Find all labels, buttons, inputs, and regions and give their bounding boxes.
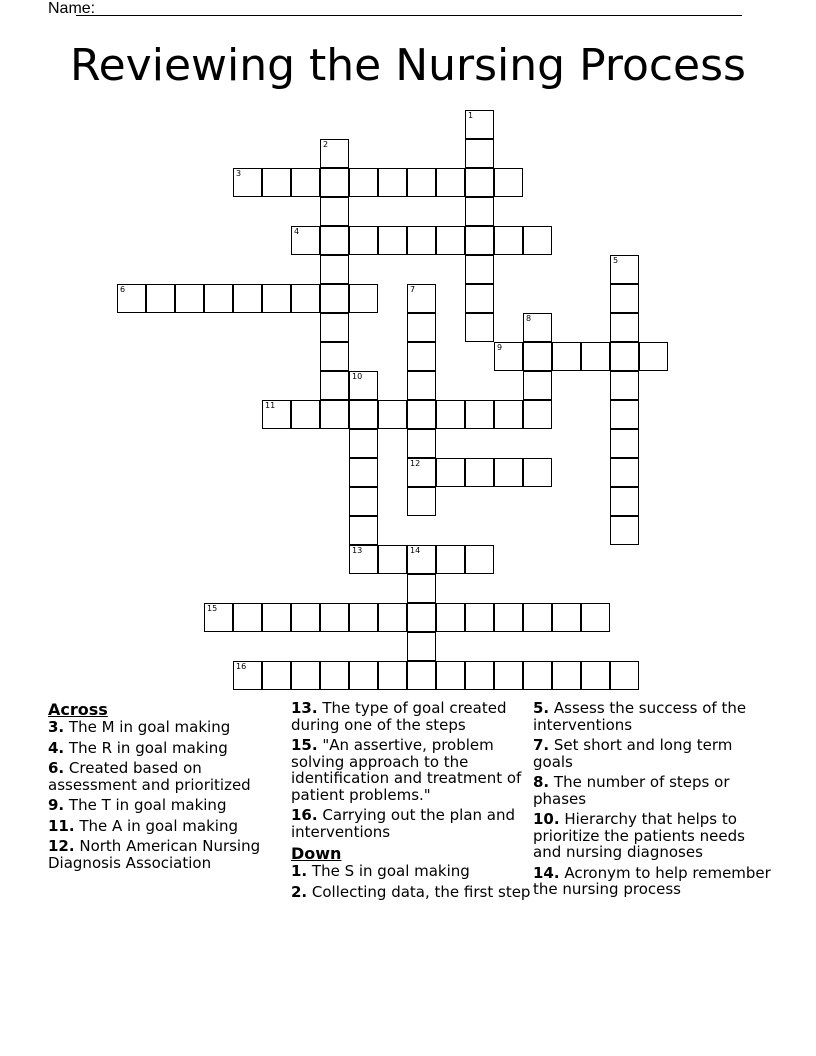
clue-text: Created based on assessment and prioritized	[48, 759, 251, 794]
grid-cell[interactable]	[349, 284, 378, 313]
grid-cell[interactable]	[349, 400, 378, 429]
grid-cell[interactable]	[349, 516, 378, 545]
grid-cell[interactable]	[146, 284, 175, 313]
grid-cell[interactable]	[233, 603, 262, 632]
clue-text: Carrying out the plan and interventions	[291, 806, 516, 841]
clue-text: Hierarchy that helps to prioritize the patients needs and nursing diagnoses	[533, 810, 745, 861]
grid-cell[interactable]	[436, 458, 465, 487]
clue-text: The R in goal making	[64, 738, 228, 757]
grid-cell[interactable]	[407, 487, 436, 516]
clue-number: 4.	[48, 738, 65, 757]
grid-cell[interactable]	[407, 168, 436, 197]
clue-item	[291, 863, 531, 880]
clue-text: The A in goal making	[74, 816, 238, 835]
grid-cell[interactable]	[465, 458, 494, 487]
clue-number: 10.	[533, 810, 560, 828]
clue-item	[48, 740, 288, 757]
grid-cell[interactable]	[407, 458, 436, 487]
grid-cell[interactable]	[523, 371, 552, 400]
clue-text: The M in goal making	[64, 718, 231, 736]
grid-cell[interactable]	[523, 226, 552, 255]
grid-cell[interactable]	[349, 487, 378, 516]
grid-cell[interactable]	[494, 400, 523, 429]
clue-number: 16.	[291, 806, 318, 824]
clue-number: 7.	[533, 736, 550, 754]
grid-cell[interactable]	[465, 545, 494, 574]
grid-cell[interactable]	[262, 168, 291, 197]
cell-number: 15	[207, 604, 218, 613]
cell-number: 7	[410, 285, 416, 294]
grid-cell[interactable]	[610, 371, 639, 400]
grid-cell[interactable]	[204, 284, 233, 313]
grid-cell[interactable]	[465, 110, 494, 139]
cell-number: 8	[526, 314, 532, 323]
grid-cell[interactable]	[204, 603, 233, 632]
grid-cell[interactable]	[378, 168, 407, 197]
grid-cell[interactable]	[465, 400, 494, 429]
clue-item	[48, 797, 288, 814]
grid-cell[interactable]	[349, 371, 378, 400]
grid-cell[interactable]	[494, 226, 523, 255]
grid-cell[interactable]	[407, 342, 436, 371]
grid-cell[interactable]	[436, 400, 465, 429]
grid-cell[interactable]	[610, 661, 639, 690]
cell-number: 9	[497, 343, 503, 352]
clue-item	[291, 737, 531, 803]
grid-cell[interactable]	[262, 400, 291, 429]
grid-cell[interactable]	[494, 603, 523, 632]
grid-cell[interactable]	[407, 400, 436, 429]
grid-cell[interactable]	[320, 400, 349, 429]
cell-number: 13	[352, 546, 363, 555]
grid-cell[interactable]	[175, 284, 204, 313]
grid-cell[interactable]	[523, 661, 552, 690]
grid-cell[interactable]	[320, 603, 349, 632]
grid-cell[interactable]	[262, 661, 291, 690]
clue-text: The S in goal making	[307, 862, 470, 880]
grid-cell[interactable]	[523, 603, 552, 632]
grid-cell[interactable]	[262, 284, 291, 313]
clues-column-1	[48, 700, 288, 875]
grid-cell[interactable]	[494, 342, 523, 371]
clue-number: 2.	[291, 882, 308, 901]
clue-item	[291, 884, 531, 901]
grid-cell[interactable]	[291, 400, 320, 429]
clue-number: 12.	[48, 837, 75, 855]
grid-cell[interactable]	[378, 603, 407, 632]
clue-number: 9.	[48, 796, 65, 814]
grid-cell[interactable]	[407, 371, 436, 400]
clue-text: The type of goal created during one of the steps	[291, 699, 507, 734]
grid-cell[interactable]	[610, 458, 639, 487]
clue-item	[48, 818, 288, 835]
clue-number: 14.	[533, 863, 560, 882]
grid-cell[interactable]	[349, 458, 378, 487]
grid-cell[interactable]	[320, 371, 349, 400]
clue-text: The number of steps or phases	[533, 773, 730, 808]
grid-cell[interactable]	[320, 226, 349, 255]
puzzle-title: Reviewing the Nursing Process	[70, 40, 746, 91]
grid-cell[interactable]	[581, 603, 610, 632]
cell-number: 6	[120, 285, 126, 294]
grid-cell[interactable]	[465, 255, 494, 284]
grid-cell[interactable]	[465, 168, 494, 197]
grid-cell[interactable]	[378, 226, 407, 255]
grid-cell[interactable]	[407, 545, 436, 574]
grid-cell[interactable]	[407, 632, 436, 661]
clue-number: 1.	[291, 862, 308, 880]
clue-number: 11.	[48, 816, 75, 835]
grid-cell[interactable]	[233, 284, 262, 313]
grid-cell[interactable]	[407, 226, 436, 255]
grid-cell[interactable]	[407, 429, 436, 458]
grid-cell[interactable]	[407, 603, 436, 632]
grid-cell[interactable]	[349, 603, 378, 632]
cell-number: 16	[236, 662, 247, 671]
grid-cell[interactable]	[378, 400, 407, 429]
clue-text: Collecting data, the first step	[307, 882, 531, 901]
clues-column-3	[533, 700, 773, 902]
clue-item	[533, 865, 773, 898]
grid-cell[interactable]	[494, 661, 523, 690]
grid-cell[interactable]	[523, 342, 552, 371]
grid-cell[interactable]	[291, 284, 320, 313]
clue-item	[48, 838, 288, 871]
grid-cell[interactable]	[436, 545, 465, 574]
grid-cell[interactable]	[494, 458, 523, 487]
grid-cell[interactable]	[320, 342, 349, 371]
grid-cell[interactable]	[320, 139, 349, 168]
clue-text: Acronym to help remember the nursing process	[533, 863, 771, 898]
clue-item	[533, 774, 773, 807]
grid-cell[interactable]	[610, 284, 639, 313]
grid-cell[interactable]	[436, 661, 465, 690]
clue-number: 13.	[291, 699, 318, 717]
clue-number: 8.	[533, 773, 550, 791]
clue-item	[48, 760, 288, 793]
clue-item	[533, 811, 773, 861]
grid-cell[interactable]	[407, 284, 436, 313]
grid-cell[interactable]	[233, 661, 262, 690]
grid-cell[interactable]	[465, 197, 494, 226]
grid-cell[interactable]	[523, 458, 552, 487]
clue-number: 15.	[291, 736, 318, 754]
cell-number: 11	[265, 401, 276, 410]
grid-cell[interactable]	[610, 342, 639, 371]
cell-number: 10	[352, 372, 363, 381]
cell-number: 5	[613, 256, 619, 265]
clue-text: North American Nursing Diagnosis Association	[48, 837, 261, 872]
clue-number: 5.	[533, 699, 550, 717]
cell-number: 3	[236, 169, 242, 178]
grid-cell[interactable]	[465, 284, 494, 313]
down-clue-list	[291, 863, 531, 900]
grid-cell[interactable]	[407, 313, 436, 342]
grid-cell[interactable]	[117, 284, 146, 313]
grid-cell[interactable]	[320, 313, 349, 342]
grid-cell[interactable]	[291, 603, 320, 632]
grid-cell[interactable]	[320, 197, 349, 226]
across-clue-list	[48, 719, 288, 871]
grid-cell[interactable]	[639, 342, 668, 371]
clue-item	[533, 737, 773, 770]
across-clue-list-continued	[291, 700, 531, 840]
grid-cell[interactable]	[465, 603, 494, 632]
grid-cell[interactable]	[349, 168, 378, 197]
grid-cell[interactable]	[436, 168, 465, 197]
down-header: Down	[291, 844, 342, 863]
cell-number: 1	[468, 111, 474, 120]
grid-cell[interactable]	[610, 516, 639, 545]
grid-cell[interactable]	[465, 226, 494, 255]
grid-cell[interactable]	[610, 313, 639, 342]
clue-text: Assess the success of the interventions	[533, 699, 747, 734]
clue-text: The T in goal making	[64, 796, 227, 814]
grid-cell[interactable]	[349, 226, 378, 255]
clue-item	[291, 700, 531, 733]
cell-number: 12	[410, 459, 421, 468]
grid-cell[interactable]	[610, 255, 639, 284]
grid-cell[interactable]	[436, 603, 465, 632]
grid-cell[interactable]	[407, 574, 436, 603]
grid-cell[interactable]	[436, 226, 465, 255]
grid-cell[interactable]	[320, 661, 349, 690]
grid-cell[interactable]	[291, 168, 320, 197]
name-label: Name:	[48, 0, 96, 17]
grid-cell[interactable]	[610, 429, 639, 458]
grid-cell[interactable]	[291, 226, 320, 255]
grid-cell[interactable]	[465, 139, 494, 168]
cell-number: 14	[410, 546, 421, 555]
grid-cell[interactable]	[610, 487, 639, 516]
grid-cell[interactable]	[262, 603, 291, 632]
clue-item	[533, 700, 773, 733]
cell-number: 4	[294, 227, 300, 236]
grid-cell[interactable]	[378, 661, 407, 690]
grid-cell[interactable]	[494, 168, 523, 197]
grid-cell[interactable]	[465, 661, 494, 690]
clue-number: 6.	[48, 759, 65, 777]
grid-cell[interactable]	[349, 661, 378, 690]
grid-cell[interactable]	[552, 603, 581, 632]
clue-text: "An assertive, problem solving approach to the identification and treatment of patient problems."	[291, 736, 522, 804]
grid-cell[interactable]	[552, 661, 581, 690]
clue-text: Set short and long term goals	[533, 736, 733, 771]
grid-cell[interactable]	[523, 313, 552, 342]
grid-cell[interactable]	[349, 545, 378, 574]
clue-item	[48, 719, 288, 736]
grid-cell[interactable]	[552, 342, 581, 371]
grid-cell[interactable]	[233, 168, 262, 197]
down-clue-list-continued	[533, 700, 773, 898]
grid-cell[interactable]	[407, 661, 436, 690]
grid-cell[interactable]	[378, 545, 407, 574]
clue-number: 3.	[48, 718, 65, 736]
clue-item	[291, 807, 531, 840]
cell-number: 2	[323, 140, 329, 149]
clues-column-2	[291, 700, 531, 904]
grid-cell[interactable]	[523, 400, 552, 429]
grid-cell[interactable]	[320, 168, 349, 197]
grid-cell[interactable]	[465, 313, 494, 342]
grid-cell[interactable]	[610, 400, 639, 429]
grid-cell[interactable]	[320, 255, 349, 284]
across-header: Across	[48, 700, 108, 719]
grid-cell[interactable]	[291, 661, 320, 690]
grid-cell[interactable]	[581, 661, 610, 690]
grid-cell[interactable]	[349, 429, 378, 458]
grid-cell[interactable]	[320, 284, 349, 313]
grid-cell[interactable]	[581, 342, 610, 371]
